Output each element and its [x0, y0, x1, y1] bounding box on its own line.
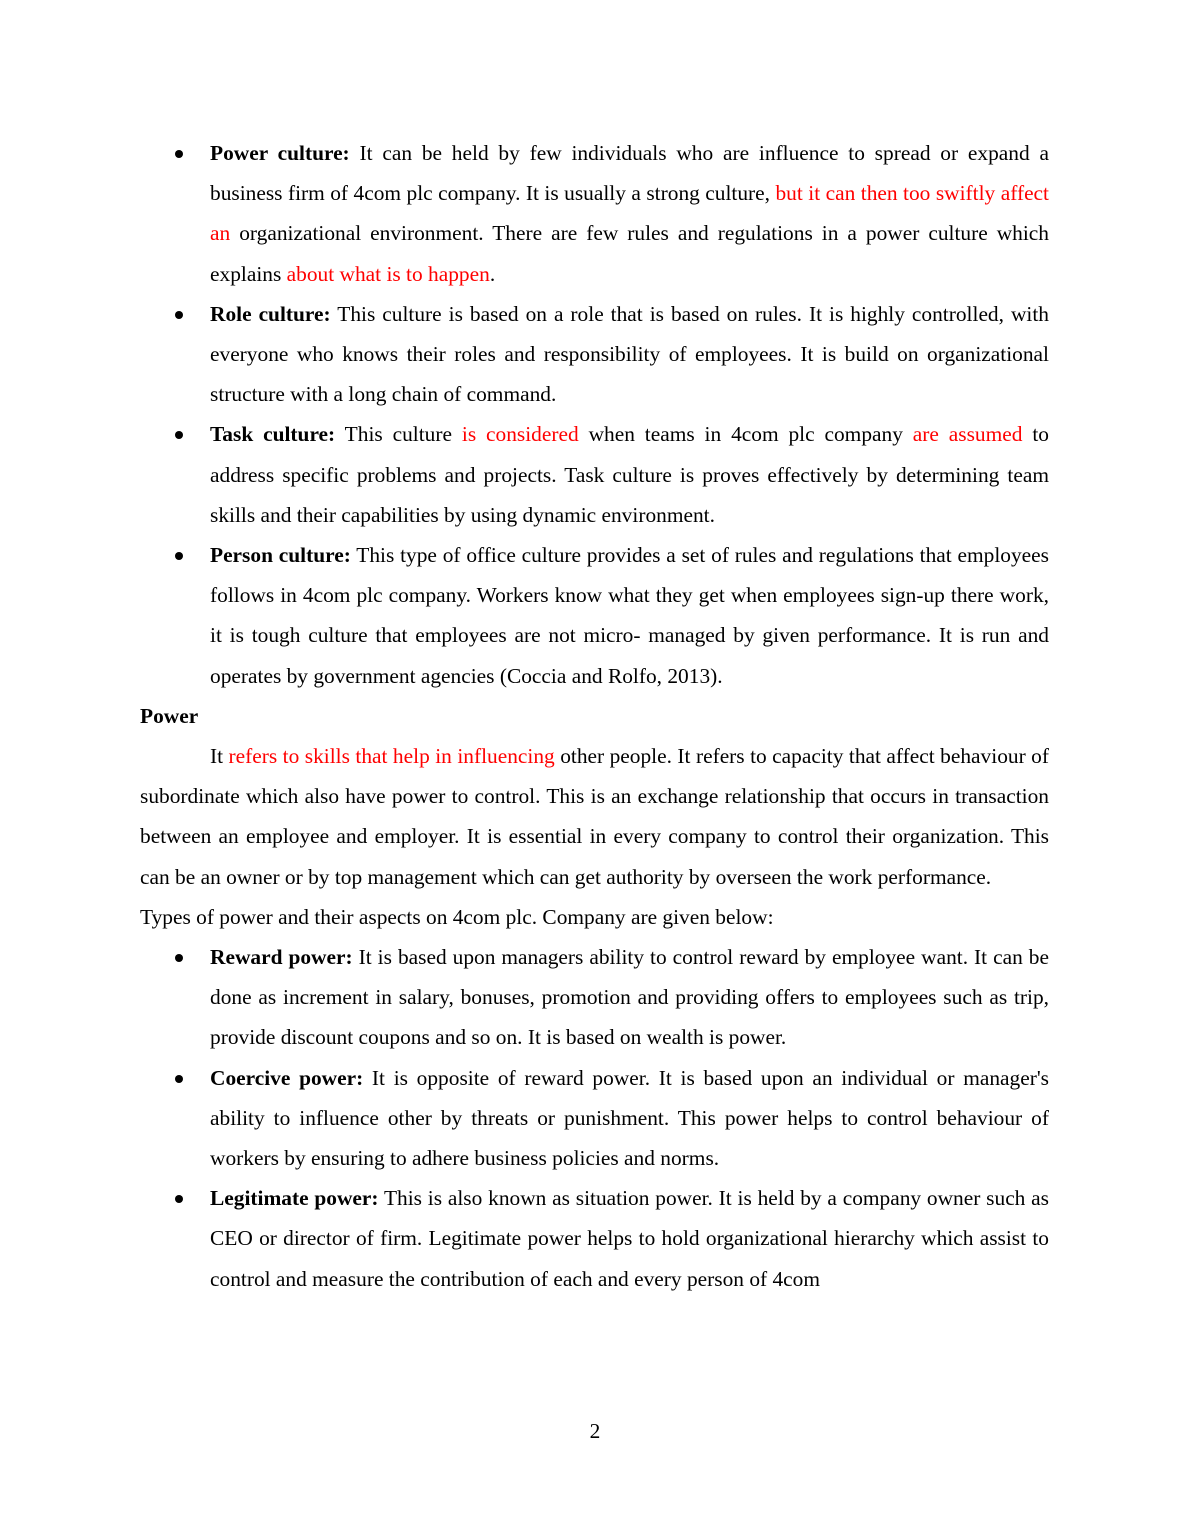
term-label: Role culture: — [210, 301, 331, 326]
item-text: when teams in 4com plc company — [578, 422, 913, 447]
list-item-power-culture — [140, 133, 1049, 294]
paragraph-text: other people. It refers to capacity that affect behaviour of subordinate which also have power to control. This is an exchange relationship that occurs in transaction between an employee and employer. It is essential in every company to control their organization. This can be an owner or by top management which can get authority by overseen the work performance. — [140, 744, 1049, 889]
item-text: It is opposite of reward power. It is based upon an individual or manager's ability to influence other by threats or punishment. This power helps to control behaviour of workers by ensuring to adhere business policies and norms. — [210, 1065, 1050, 1171]
page-body — [140, 133, 1049, 1299]
item-text: This type of office culture provides a set of rules and regulations that employees follows in 4com plc company. Workers know what they get when employees sign-up there work, it is tough culture that employees are not micro- managed by given performance. It is run and operates by government agencies (Coccia and Rolfo, 2013). — [210, 543, 1049, 688]
term-label: Coercive power: — [210, 1065, 364, 1090]
power-types-intro: Types of power and their aspects on 4com plc. Company are given below: — [140, 904, 774, 929]
section-heading-power: Power — [140, 703, 199, 728]
highlighted-text: is considered — [461, 422, 579, 447]
power-paragraph — [140, 736, 1049, 897]
list-item-person-culture — [140, 535, 1049, 696]
list-item-reward-power — [140, 937, 1049, 1058]
highlighted-text: about what is to happen — [286, 261, 490, 286]
page-number: 2 — [589, 1419, 601, 1443]
item-text: This culture is based on a role that is based on rules. It is highly controlled, with everyone who knows their roles and responsibility of employees. It is build on organizational structure with a long chain of command. — [210, 301, 1049, 407]
term-label: Task culture: — [210, 422, 336, 447]
bullet-icon — [175, 1195, 183, 1203]
bullet-icon — [175, 150, 183, 158]
highlighted-text: refers to skills that help in influencing — [228, 744, 555, 769]
bullet-icon — [175, 431, 183, 439]
item-text: This culture — [335, 422, 462, 447]
list-item-role-culture — [140, 294, 1049, 415]
bullet-icon — [175, 1075, 183, 1083]
term-label: Person culture: — [210, 543, 351, 568]
highlighted-text: but it can then too swiftly affect an — [210, 181, 1049, 246]
highlighted-text: are assumed — [912, 422, 1023, 447]
term-label: Power culture: — [210, 141, 350, 165]
culture-types-list — [140, 133, 1049, 696]
item-text: organizational environment. There are few rules and regulations in a power culture which explains — [210, 221, 1049, 286]
term-label: Legitimate power: — [210, 1186, 379, 1211]
list-item-legitimate-power — [140, 1178, 1049, 1299]
item-text: to address specific problems and projects. Task culture is proves effectively by determining team skills and their capabilities by using dynamic environment. — [210, 422, 1049, 527]
item-text: It can be held by few individuals who are influence to spread or expand a business firm of 4com plc company. It is usually a strong culture, — [210, 141, 1049, 206]
paragraph-text: It — [210, 744, 229, 769]
item-text: This is also known as situation power. It is held by a company owner such as CEO or director of firm. Legitimate power helps to hold organizational hierarchy which assist to control and measure the contribution of each and every person of 4com — [210, 1186, 1049, 1291]
bullet-icon — [175, 552, 183, 560]
list-item-task-culture — [140, 414, 1049, 535]
item-text: It is based upon managers ability to control reward by employee want. It can be done as increment in salary, bonuses, promotion and providing offers to employees such as trip, provide discount coupons and so on. It is based on wealth is power. — [210, 945, 1049, 1050]
term-label: Reward power: — [210, 945, 353, 970]
bullet-icon — [175, 954, 183, 962]
power-types-list — [140, 937, 1049, 1299]
list-item-coercive-power — [140, 1058, 1049, 1179]
item-text: . — [489, 261, 496, 286]
bullet-icon — [175, 311, 183, 319]
